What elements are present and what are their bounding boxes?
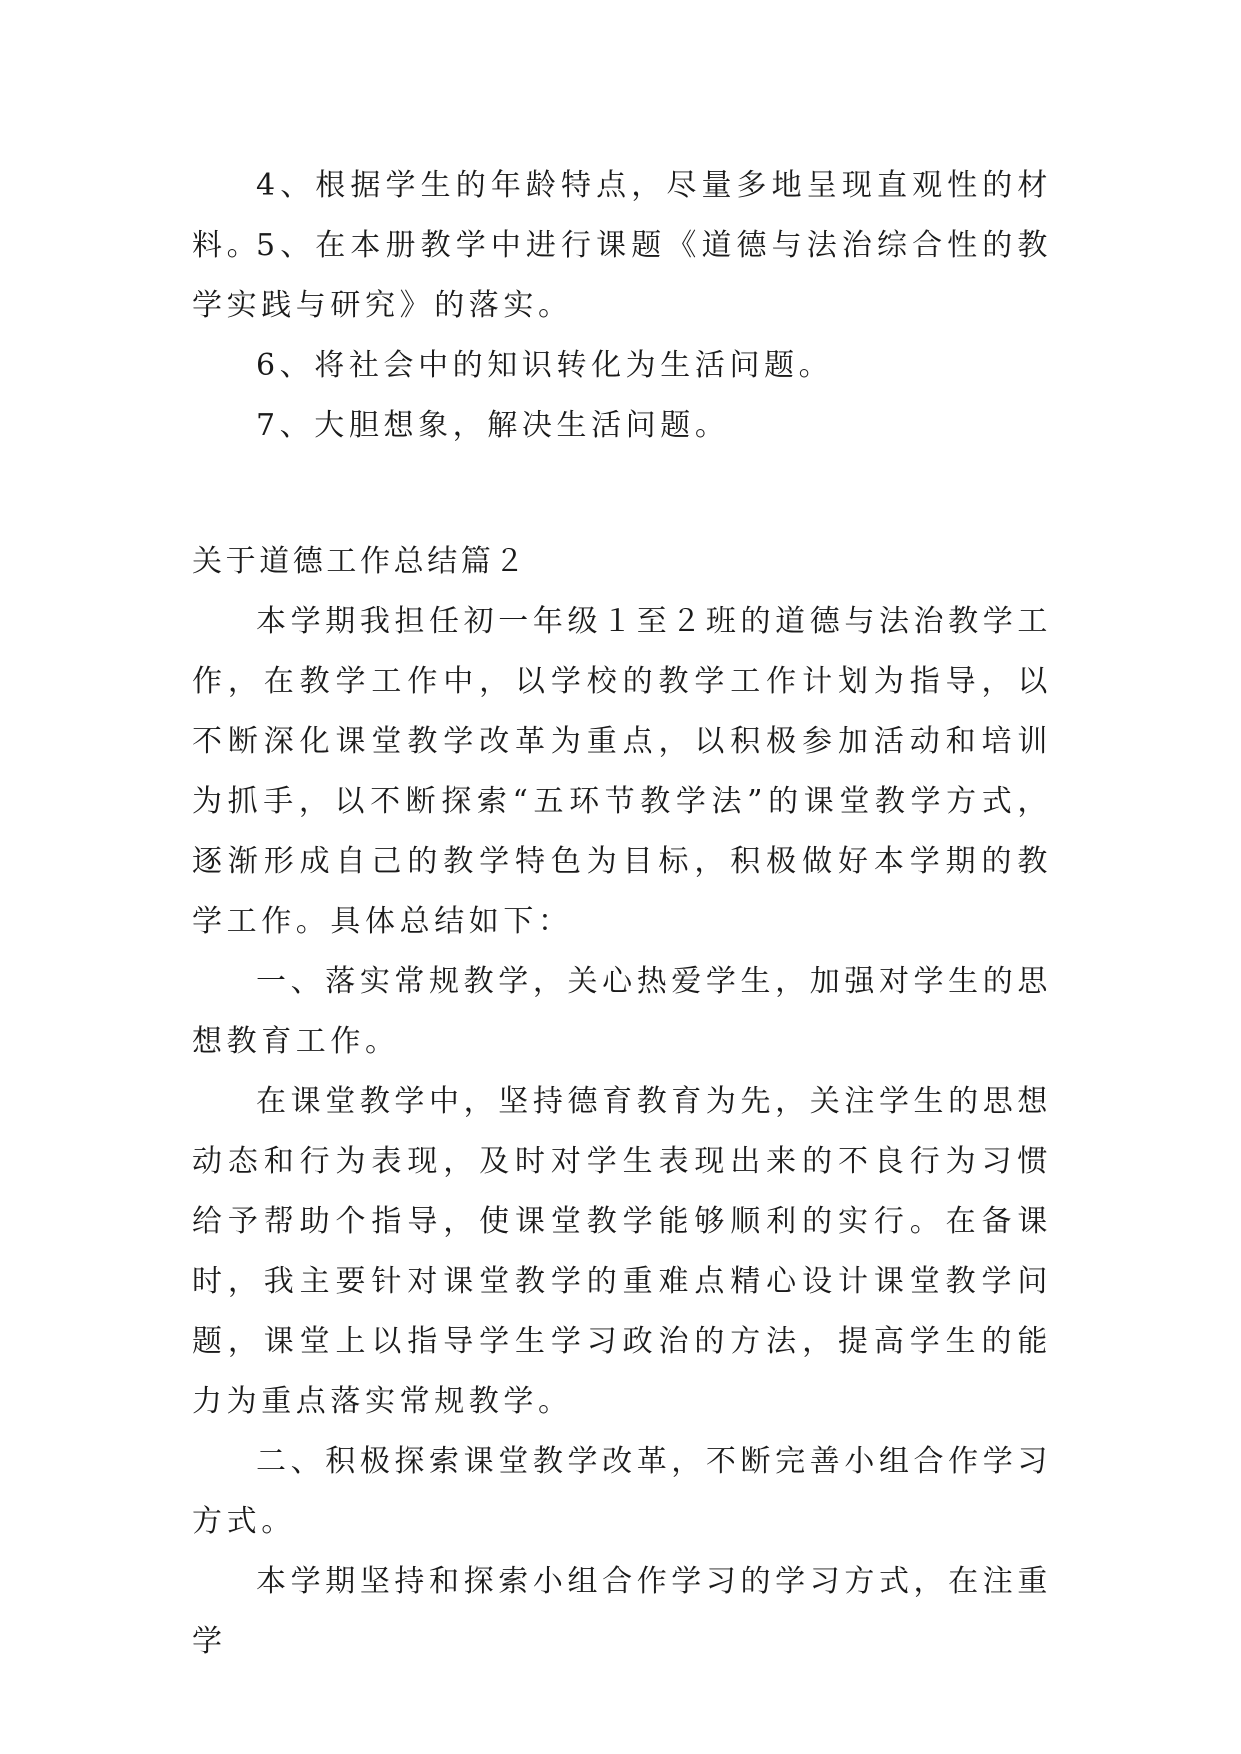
paragraph-item-7: 7、大胆想象，解决生活问题。 — [256, 408, 730, 443]
paragraph-item-6: 6、将社会中的知识转化为生活问题。 — [256, 348, 834, 383]
paragraph-heading-two: 二、积极探索课堂教学改革，不断完善小组合作学习方式。 — [192, 1444, 1052, 1539]
paragraph-item-4: 4、根据学生的年龄特点，尽量多地呈现直观性的材料。 — [192, 168, 1052, 263]
paragraph-group-study: 本学期坚持和探索小组合作学习的学习方式，在注重学 — [192, 1564, 1052, 1659]
paragraph-heading-one: 一、落实常规教学，关心热爱学生，加强对学生的思想教育工作。 — [192, 964, 1052, 1059]
paragraph-classroom: 在课堂教学中，坚持德育教育为先，关注学生的思想动态和行为表现，及时对学生表现出来的不良行为习惯给予帮助个指导，使课堂教学能够顺利的实行。在备课时，我主要针对课堂教学的重难点精心设计课堂教学问题，课堂上以指导学生学习政治的方法，提高学生的能力为重点落实常规教学。 — [192, 1084, 1052, 1419]
paragraph-intro: 本学期我担任初一年级１至２班的道德与法治教学工作，在教学工作中，以学校的教学工作计划为指导，以不断深化课堂教学改革为重点，以积极参加活动和培训为抓手，以不断探索“五环节教学法”的课堂教学方式，逐渐形成自己的教学特色为目标，积极做好本学期的教学工作。具体总结如下： — [192, 604, 1052, 939]
paragraph-item-5: 5、在本册教学中进行课题《道德与法治综合性的教学实践与研究》的落实。 — [192, 228, 1052, 323]
section-title: 关于道德工作总结篇２ — [192, 544, 528, 579]
